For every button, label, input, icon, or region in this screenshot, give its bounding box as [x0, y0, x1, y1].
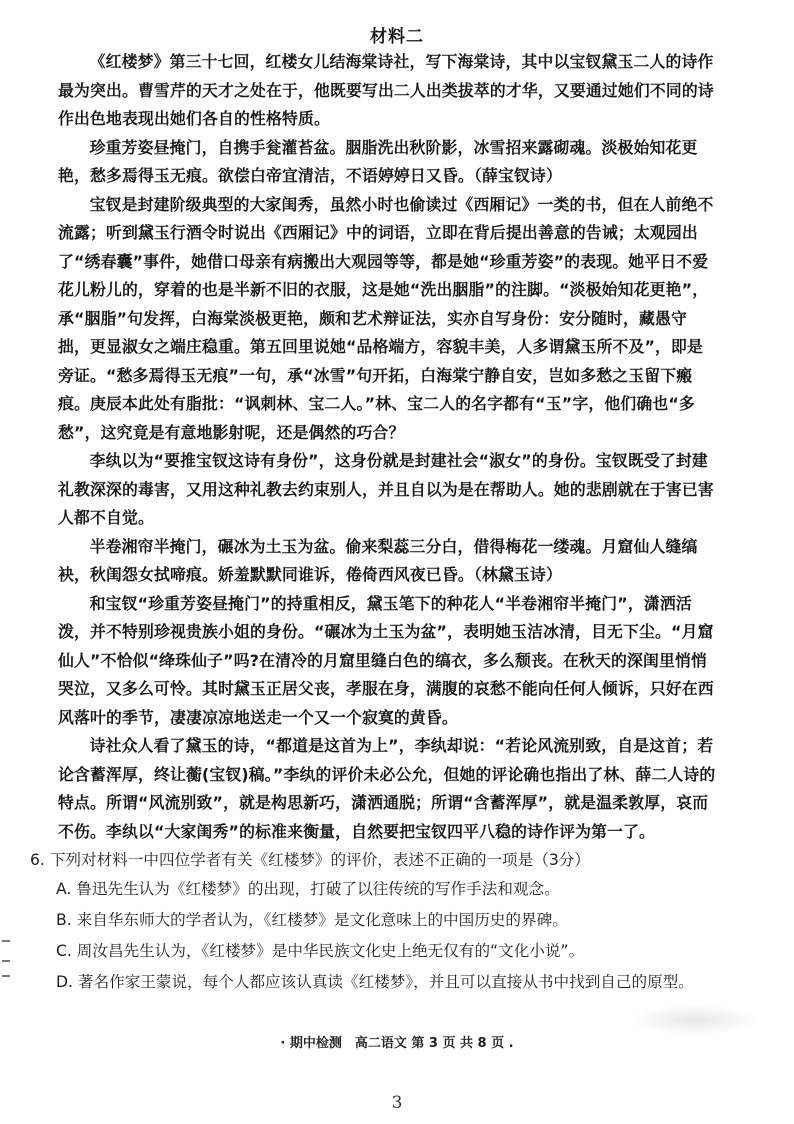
poem-baochai: 珍重芳姿昼掩门，自携手瓮灌苔盆。胭脂洗出秋阶影，冰雪招来露砌魂。淡极始知花更艳，愁多焉得玉无痕。欲偿白帝宜清洁，不语婷婷日又昏。（薛宝钗诗）: [58, 137, 698, 185]
material-title: 材料二: [370, 27, 424, 47]
paragraph-conclusion: 诗社众人看了黛玉的诗，“都道是这首为上”，李纨却说：“若论风流别致，自是这首；若论含蓄浑厚，终让蘅(宝钗)稿。”李纨的评价未必公允，但她的评论确也指出了林、薛二人诗的特点。所谓“风流别致”，就是构思新巧，潇洒通脱；所谓“含蓄浑厚”，就是温柔敦厚，哀而不伤。李纨以“大家闺秀”的标准来衡量，自然要把宝钗四平八稳的诗作评为第一了。: [58, 736, 716, 841]
option-c: C. 周汝昌先生认为，《红楼梦》是中华民族文化史上绝无仅有的“文化小说”。: [56, 942, 585, 960]
paragraph-li-wan-view: 李纨以为“要推宝钗这诗有身份”，这身份就是封建社会“淑女”的身份。宝钗既受了封建礼教深深的毒害，又用这种礼教去约束别人，并且自以为是在帮助人。她的悲剧就在于害已害人都不自觉。: [58, 451, 714, 527]
question-stem: 6. 下列对材料一中四位学者有关《红楼梦》的评价，表述不正确的一项是（3分）: [30, 851, 590, 869]
scan-smudge: [630, 1005, 760, 1035]
poem-daiyu: 半卷湘帘半掩门，碾冰为土玉为盆。偷来梨蕊三分白，借得梅花一缕魂。月窟仙人缝缟袂，秋闺怨女拭啼痕。娇羞默默同谁诉，倦倚西风夜已昏。（林黛玉诗）: [58, 536, 698, 584]
option-d: D. 著名作家王蒙说，每个人都应该认真读《红楼梦》，并且可以直接从书中找到自己的原型。: [56, 973, 694, 991]
option-a: A. 鲁迅先生认为《红楼梦》的出现，打破了以往传统的写作手法和观念。: [56, 880, 560, 898]
paragraph-baochai-analysis: 宝钗是封建阶级典型的大家闺秀，虽然小时也偷读过《西厢记》一类的书，但在人前绝不流露；听到黛玉行酒令时说出《西厢记》中的词语，立即在背后提出善意的告诫；太观园出了“绣春囊”事件，她借口母亲有病搬出大观园等等，都是她“珍重芳姿”的表现。她平日不爱花儿粉儿的，穿着的也是半新不旧的衣服，这是她“洗出胭脂”的注脚。“淡极始知花更艳”，承“胭脂”句发挥，白海棠淡极更艳，颇和艺术辩证法，实亦自写身份：安分随时，藏愚守拙，更显淑女之端庄稳重。第五回里说她“品格端方，容貌丰美，人多谓黛玉所不及”，即是旁证。“愁多焉得玉无痕”一句，承“冰雪”句开拓，白海棠宁静自安，岂如多愁之玉留下瘢痕。庚辰本此处有脂批：“讽刺林、宝二人。”林、宝二人的名字都有“玉”字，他们确也“多愁”，这究竟是有意地影射呢，还是偶然的巧合？: [58, 194, 714, 442]
page-footer: · 期中检测 高二语文 第 3 页 共 8 页 .: [280, 1036, 514, 1051]
passage-content: [30, 48, 718, 998]
edge-mark: [2, 940, 10, 942]
option-b: B. 来自华东师大的学者认为，《红楼梦》是文化意味上的中国历史的界碑。: [56, 911, 568, 929]
paragraph-intro: 《红楼梦》第三十七回，红楼女儿结海棠诗社，写下海棠诗，其中以宝钗黛玉二人的诗作最为突出。曹雪芹的天才之处在于，他既要写出二人出类拔萃的才华，又要通过她们不同的诗作出色地表现出她们各自的性格特质。: [58, 52, 714, 128]
paragraph-daiyu-analysis: 和宝钗“珍重芳姿昼掩门”的持重相反，黛玉笔下的种花人“半卷湘帘半掩门”，潇洒活泼，并不特别珍视贵族小姐的身份。“碾冰为土玉为盆”，表明她玉洁冰清，目无下尘。“月窟仙人”不恰似“绛珠仙子”吗?在清冷的月窟里缝白色的缟衣，多么颓丧。在秋天的深闺里悄悄哭泣，又多么可怜。其时黛玉正居父丧，孝服在身，满腹的哀愁不能向任何人倾诉，只好在西风落叶的季节，凄凄凉凉地送走一个又一个寂寞的黄昏。: [58, 593, 714, 727]
edge-mark: [2, 960, 10, 962]
edge-mark: [2, 975, 10, 977]
page-number: 3: [391, 1093, 403, 1113]
